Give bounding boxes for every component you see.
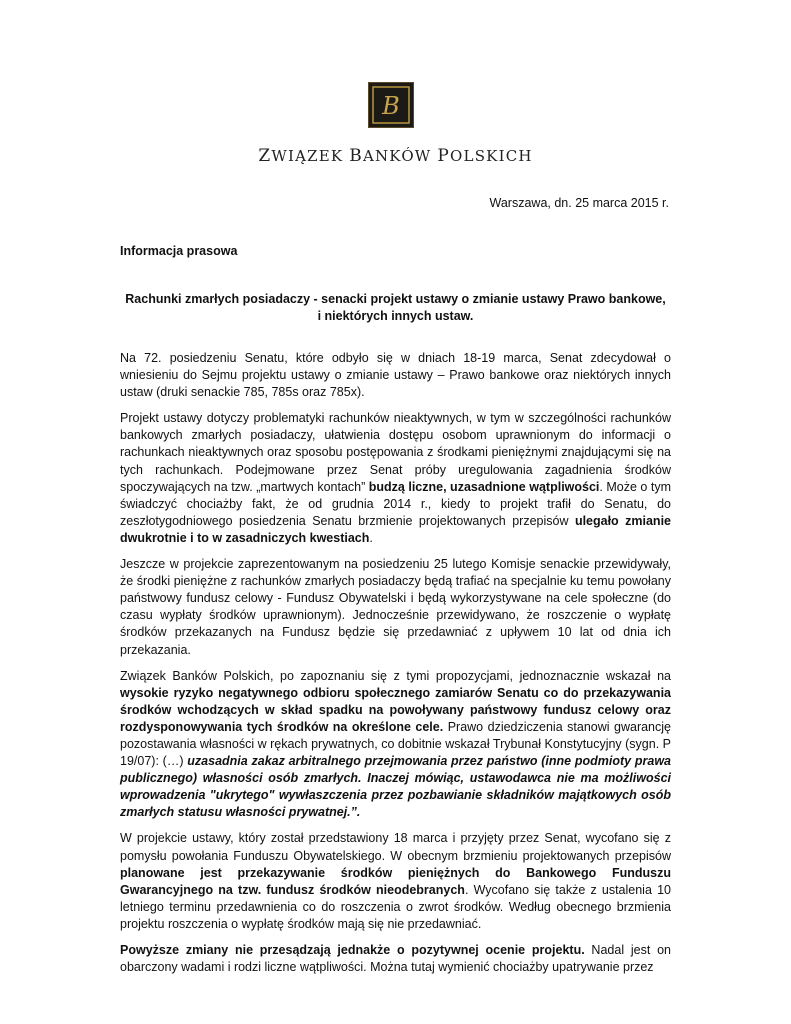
paragraph-6: Powyższe zmiany nie przesądzają jednakże o pozytywnej ocenie projektu. Nadal jest on obarczony wadami i rodzi liczne wątpliwości. Można tutaj wymienić chociażby upatrywanie przez — [120, 943, 671, 975]
document-title — [120, 291, 671, 325]
document-body — [120, 350, 671, 985]
paragraph-5: W projekcie ustawy, który został przedstawiony 18 marca i przyjęty przez Senat, wycofano się z pomysłu powołania Funduszu Obywatelskiego. W obecnym brzmieniu projektowanych przepisów planowane jest przekazywanie środków pieniężnych do Bankowego Funduszu Gwarancyjnego na tzw. fundusz środków nieodebranych. Wycofano się także z ustalenia 10 letniego terminu przedawnienia co do roszczenia o zwrot środków. Według obecnego brzmienia projektu roszczenia o wypłatę środków mają się nie przedawniać. — [120, 831, 671, 931]
section-label: Informacja prasowa — [120, 244, 238, 258]
title-line-2: i niektórych innych ustaw. — [317, 309, 474, 323]
paragraph-1: Na 72. posiedzeniu Senatu, które odbyło się w dniach 18-19 marca, Senat zdecydował o wniesieniu do Sejmu projektu ustawy o zmianie ustawy – Prawo bankowe oraz niektórych innych ustaw (druki senackie 785, 785s oraz 785x). — [120, 351, 671, 400]
paragraph-2: Projekt ustawy dotyczy problematyki rachunków nieaktywnych, w tym w szczególności rachunków bankowych zmarłych posiadaczy, ułatwienia dostępu osobom uprawnionym do informacji o rachunkach nieaktywnych oraz sposobu postępowania z środkami pieniężnymi znajdującymi się na tych rachunkach. Podejmowane przez Senat próby uregulowania zagadnienia środków spoczywających na tzw. „martwych kontach” budzą liczne, uzasadnione wątpliwości. Może o tym świadczyć chociażby fakt, że od grudnia 2014 r., kiedy to projekt trafił do Senatu, do zeszłotygodniowego posiedzenia Senatu brzmienie projektowanych przepisów ulegało zmianie dwukrotnie i to w zasadniczych kwestiach. — [120, 411, 671, 545]
organization-name: ZWIĄZEK BANKÓW POLSKICH — [258, 146, 533, 166]
paragraph-3: Jeszcze w projekcie zaprezentowanym na posiedzeniu 25 lutego Komisje senackie przewidywały, że środki pieniężne z rachunków zmarłych posiadaczy będą trafiać na specjalnie ku temu powołany państwowy fundusz celowy - Fundusz Obywatelski i będą wykorzystywane na cele społeczne (do czasu wypłaty środków uprawnionym). Jednocześnie przewidywano, że roszczenie o wypłatę środków przekazanych na Fundusz będzie się przedawniać z upływem 10 lat od dnia ich przekazania. — [120, 557, 671, 657]
logo-letter: B — [382, 92, 400, 120]
title-line-1: Rachunki zmarłych posiadaczy - senacki projekt ustawy o zmianie ustawy Prawo bankowe, — [125, 292, 666, 306]
paragraph-4: Związek Banków Polskich, po zapoznaniu się z tymi propozycjami, jednoznacznie wskazał na wysokie ryzyko negatywnego odbioru społecznego zamiarów Senatu co do przekazywania środków wchodzących w skład spadku na powoływany państwowy fundusz celowy oraz rozdysponowywania tych środków na określone cele. Prawo dziedziczenia stanowi gwarancję pozostawania własności w rękach prywatnych, co dobitnie wskazał Trybunał Konstytucyjny (sygn. P 19/07): (…) uzasadnia zakaz arbitralnego przejmowania przez państwo (inne podmioty prawa publicznego) własności osób zmarłych. Inaczej mówiąc, ustawodawca nie ma możliwości wprowadzenia "ukrytego" wywłaszczenia przez pozbawianie składników majątkowych osób zmarłych statusu własności prywatnej.”. — [120, 668, 671, 820]
document-date: Warszawa, dn. 25 marca 2015 r. — [489, 196, 669, 210]
zbp-logo — [368, 82, 414, 128]
